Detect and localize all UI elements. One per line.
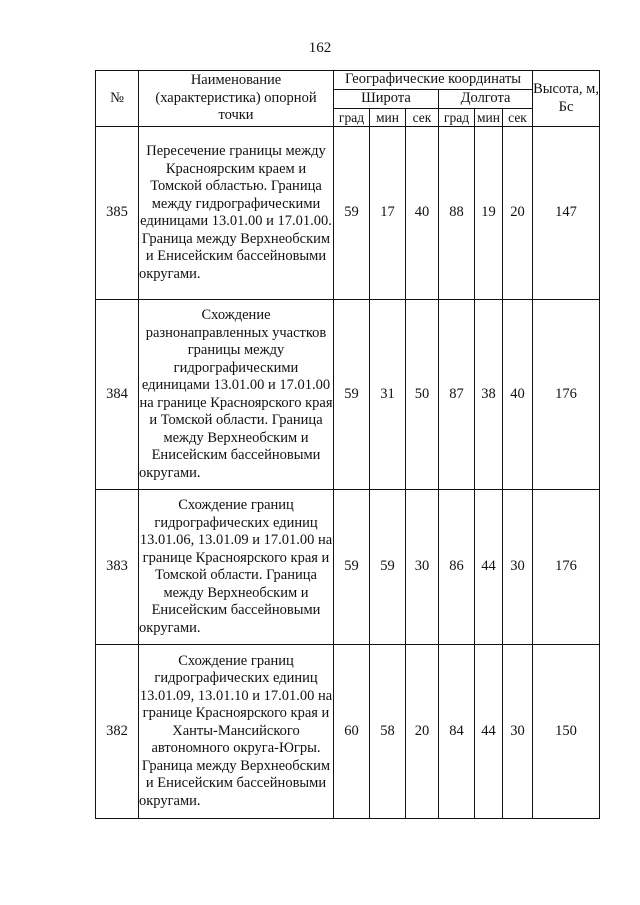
lon-deg: 87 (439, 300, 475, 490)
lat-min: 59 (370, 490, 406, 645)
table-row (96, 490, 600, 645)
table-header (96, 71, 600, 127)
height-value: 176 (533, 300, 600, 490)
col-header-lon-sec: сек (503, 108, 533, 127)
table-row (96, 300, 600, 490)
lat-deg: 59 (334, 127, 370, 300)
lon-deg: 88 (439, 127, 475, 300)
col-header-lat-min: мин (370, 108, 406, 127)
col-header-number: № (96, 71, 139, 127)
lat-sec: 40 (406, 127, 439, 300)
point-description: Схождение разнонаправленных участков границы между гидрографическими единицами 13.01.00 и 17.01.00 на границе Красноярского края и Томской области. Граница между Верхнеобским и Енисейским бассейновыми округами. (139, 300, 334, 490)
lat-min: 17 (370, 127, 406, 300)
col-header-lon-deg: град (439, 108, 475, 127)
lon-deg: 84 (439, 645, 475, 819)
lat-deg: 60 (334, 645, 370, 819)
lat-sec: 20 (406, 645, 439, 819)
coordinates-table (95, 70, 600, 819)
height-value: 176 (533, 490, 600, 645)
lon-min: 19 (475, 127, 503, 300)
page-number: 162 (308, 40, 332, 56)
lon-deg: 86 (439, 490, 475, 645)
col-header-lat-sec: сек (406, 108, 439, 127)
lon-min: 44 (475, 490, 503, 645)
col-header-lat-deg: град (334, 108, 370, 127)
table-row (96, 645, 600, 819)
col-header-longitude: Долгота (439, 90, 533, 109)
lat-sec: 30 (406, 490, 439, 645)
lon-sec: 30 (503, 490, 533, 645)
col-header-coordinates: Географические координаты (334, 71, 533, 90)
height-value: 150 (533, 645, 600, 819)
point-number: 382 (96, 645, 139, 819)
table-row (96, 127, 600, 300)
lat-deg: 59 (334, 300, 370, 490)
lon-min: 38 (475, 300, 503, 490)
point-description: Схождение границ гидрографических единиц 13.01.09, 13.01.10 и 17.01.00 на границе Красноярского края и Ханты-Мансийского автономного округа-Югры. Граница между Верхнеобским и Енисейским бассейновыми округами. (139, 645, 334, 819)
lon-sec: 20 (503, 127, 533, 300)
col-header-lon-min: мин (475, 108, 503, 127)
lon-min: 44 (475, 645, 503, 819)
point-description: Пересечение границы между Красноярским краем и Томской областью. Граница между гидрографическими единицами 13.01.00 и 17.01.00. Граница между Верхнеобским и Енисейским бассейновыми округами. (139, 127, 334, 300)
point-number: 384 (96, 300, 139, 490)
point-number: 385 (96, 127, 139, 300)
col-header-name: Наименование (характеристика) опорной точки (139, 71, 334, 127)
height-value: 147 (533, 127, 600, 300)
lat-min: 31 (370, 300, 406, 490)
lon-sec: 30 (503, 645, 533, 819)
col-header-latitude: Широта (334, 90, 439, 109)
col-header-height: Высота, м, Бс (533, 71, 600, 127)
lon-sec: 40 (503, 300, 533, 490)
lat-sec: 50 (406, 300, 439, 490)
point-description: Схождение границ гидрографических единиц 13.01.06, 13.01.09 и 17.01.00 на границе Красноярского края и Томской области. Граница между Верхнеобским и Енисейским бассейновыми округами. (139, 490, 334, 645)
point-number: 383 (96, 490, 139, 645)
lat-deg: 59 (334, 490, 370, 645)
lat-min: 58 (370, 645, 406, 819)
